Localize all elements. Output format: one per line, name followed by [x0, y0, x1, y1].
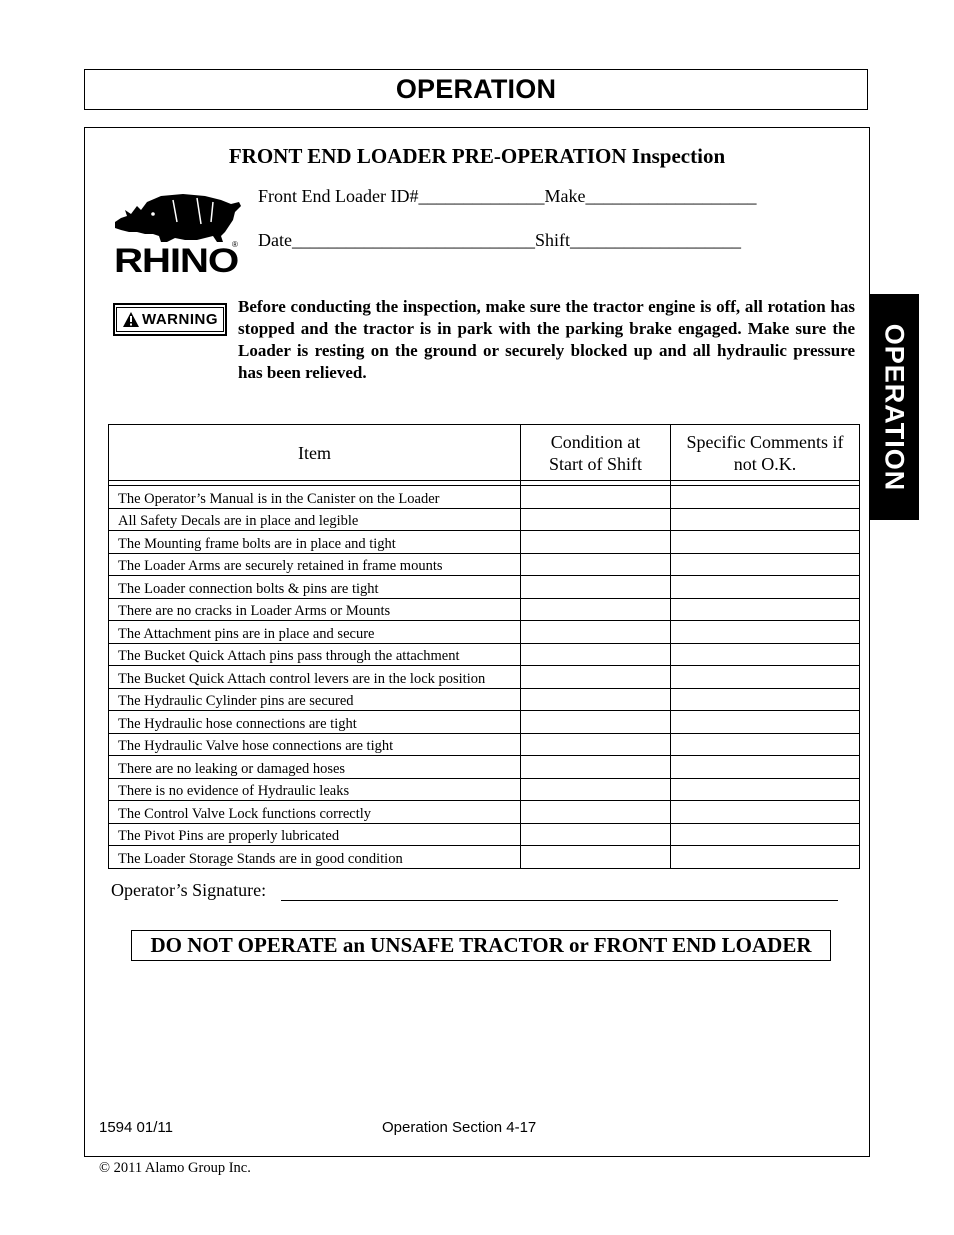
- footer-copyright: © 2011 Alamo Group Inc.: [99, 1160, 251, 1176]
- table-row: [109, 643, 860, 666]
- table-header-row: [109, 425, 860, 481]
- condition-cell[interactable]: [521, 801, 671, 824]
- warning-triangle-icon: [122, 311, 140, 328]
- checklist-item-label: The Operator’s Manual is in the Canister on the Loader: [109, 486, 521, 509]
- table-row: [109, 486, 860, 509]
- comments-cell[interactable]: [671, 823, 860, 846]
- checklist-item-label: The Pivot Pins are properly lubricated: [109, 823, 521, 846]
- unsafe-notice-box: [131, 930, 831, 961]
- condition-cell[interactable]: [521, 621, 671, 644]
- comments-cell[interactable]: [671, 756, 860, 779]
- operator-signature-label: Operator’s Signature:: [111, 880, 267, 900]
- checklist-item-label: There is no evidence of Hydraulic leaks: [109, 778, 521, 801]
- condition-cell[interactable]: [521, 598, 671, 621]
- condition-cell[interactable]: [521, 643, 671, 666]
- comments-cell[interactable]: [671, 688, 860, 711]
- section-title: FRONT END LOADER PRE-OPERATION Inspection: [228, 144, 726, 168]
- condition-cell[interactable]: [521, 846, 671, 869]
- table-row: [109, 756, 860, 779]
- table-row: [109, 846, 860, 869]
- condition-cell[interactable]: [521, 508, 671, 531]
- condition-cell[interactable]: [521, 756, 671, 779]
- svg-text:®: ®: [232, 240, 238, 249]
- header-condition: Condition at Start of Shift: [521, 425, 671, 481]
- comments-cell[interactable]: [671, 486, 860, 509]
- table-row: [109, 711, 860, 734]
- footer-section: Operation Section 4-17: [382, 1119, 537, 1136]
- side-tab-label: OPERATION: [879, 323, 910, 491]
- rhino-icon: [113, 192, 243, 274]
- table-row: [109, 666, 860, 689]
- header-box: [84, 69, 868, 110]
- unsafe-notice-text: DO NOT OPERATE an UNSAFE TRACTOR or FRONT END LOADER: [150, 933, 812, 957]
- operator-signature-line[interactable]: [281, 900, 838, 901]
- table-row: [109, 508, 860, 531]
- condition-cell[interactable]: [521, 486, 671, 509]
- date-shift-field[interactable]: Date___________________________Shift___________________: [258, 230, 741, 250]
- svg-text:RHINO: RHINO: [114, 242, 239, 274]
- comments-cell[interactable]: [671, 531, 860, 554]
- comments-cell[interactable]: [671, 508, 860, 531]
- comments-cell[interactable]: [671, 576, 860, 599]
- comments-cell[interactable]: [671, 598, 860, 621]
- checklist-item-label: The Loader Storage Stands are in good condition: [109, 846, 521, 869]
- table-row: [109, 688, 860, 711]
- warning-label: WARNING: [142, 311, 218, 328]
- table-row: [109, 823, 860, 846]
- checklist-item-label: The Attachment pins are in place and secure: [109, 621, 521, 644]
- rhino-logo: [113, 192, 243, 274]
- comments-cell[interactable]: [671, 846, 860, 869]
- checklist-item-label: The Mounting frame bolts are in place and tight: [109, 531, 521, 554]
- checklist-item-label: There are no cracks in Loader Arms or Mounts: [109, 598, 521, 621]
- table-row: [109, 801, 860, 824]
- comments-cell[interactable]: [671, 801, 860, 824]
- header-item: Item: [109, 425, 521, 481]
- checklist-item-label: The Bucket Quick Attach pins pass through the attachment: [109, 643, 521, 666]
- checklist-item-label: The Hydraulic hose connections are tight: [109, 711, 521, 734]
- condition-cell[interactable]: [521, 688, 671, 711]
- table-row: [109, 778, 860, 801]
- checklist-item-label: The Control Valve Lock functions correctly: [109, 801, 521, 824]
- condition-cell[interactable]: [521, 711, 671, 734]
- condition-cell[interactable]: [521, 553, 671, 576]
- checklist-item-label: The Loader Arms are securely retained in frame mounts: [109, 553, 521, 576]
- comments-cell[interactable]: [671, 621, 860, 644]
- table-row: [109, 733, 860, 756]
- condition-cell[interactable]: [521, 666, 671, 689]
- table-row: [109, 598, 860, 621]
- comments-cell[interactable]: [671, 553, 860, 576]
- comments-cell[interactable]: [671, 666, 860, 689]
- table-row: [109, 553, 860, 576]
- footer-doc-number: 1594 01/11: [99, 1119, 173, 1136]
- condition-cell[interactable]: [521, 778, 671, 801]
- comments-cell[interactable]: [671, 711, 860, 734]
- loader-id-make-field[interactable]: Front End Loader ID#______________Make___________________: [258, 186, 757, 206]
- checklist-item-label: The Hydraulic Cylinder pins are secured: [109, 688, 521, 711]
- checklist-item-label: There are no leaking or damaged hoses: [109, 756, 521, 779]
- checklist-item-label: The Loader connection bolts & pins are tight: [109, 576, 521, 599]
- comments-cell[interactable]: [671, 733, 860, 756]
- inspection-table: [108, 424, 860, 869]
- warning-text: Before conducting the inspection, make sure the tractor engine is off, all rotation has stopped and the tractor is in park with the parking brake engaged. Make sure the Loader is resting on the ground or securely blocked up and all hydraulic pressure has been relieved.: [238, 297, 855, 382]
- warning-badge: [113, 303, 227, 336]
- header-title: OPERATION: [395, 74, 557, 104]
- table-row: [109, 621, 860, 644]
- checklist-item-label: The Bucket Quick Attach control levers are in the lock position: [109, 666, 521, 689]
- table-row: [109, 531, 860, 554]
- checklist-item-label: All Safety Decals are in place and legible: [109, 508, 521, 531]
- condition-cell[interactable]: [521, 733, 671, 756]
- checklist-item-label: The Hydraulic Valve hose connections are tight: [109, 733, 521, 756]
- condition-cell[interactable]: [521, 823, 671, 846]
- condition-cell[interactable]: [521, 531, 671, 554]
- condition-cell[interactable]: [521, 576, 671, 599]
- side-tab: [869, 294, 919, 520]
- table-row: [109, 576, 860, 599]
- comments-cell[interactable]: [671, 778, 860, 801]
- header-comments: Specific Comments if not O.K.: [671, 425, 860, 481]
- comments-cell[interactable]: [671, 643, 860, 666]
